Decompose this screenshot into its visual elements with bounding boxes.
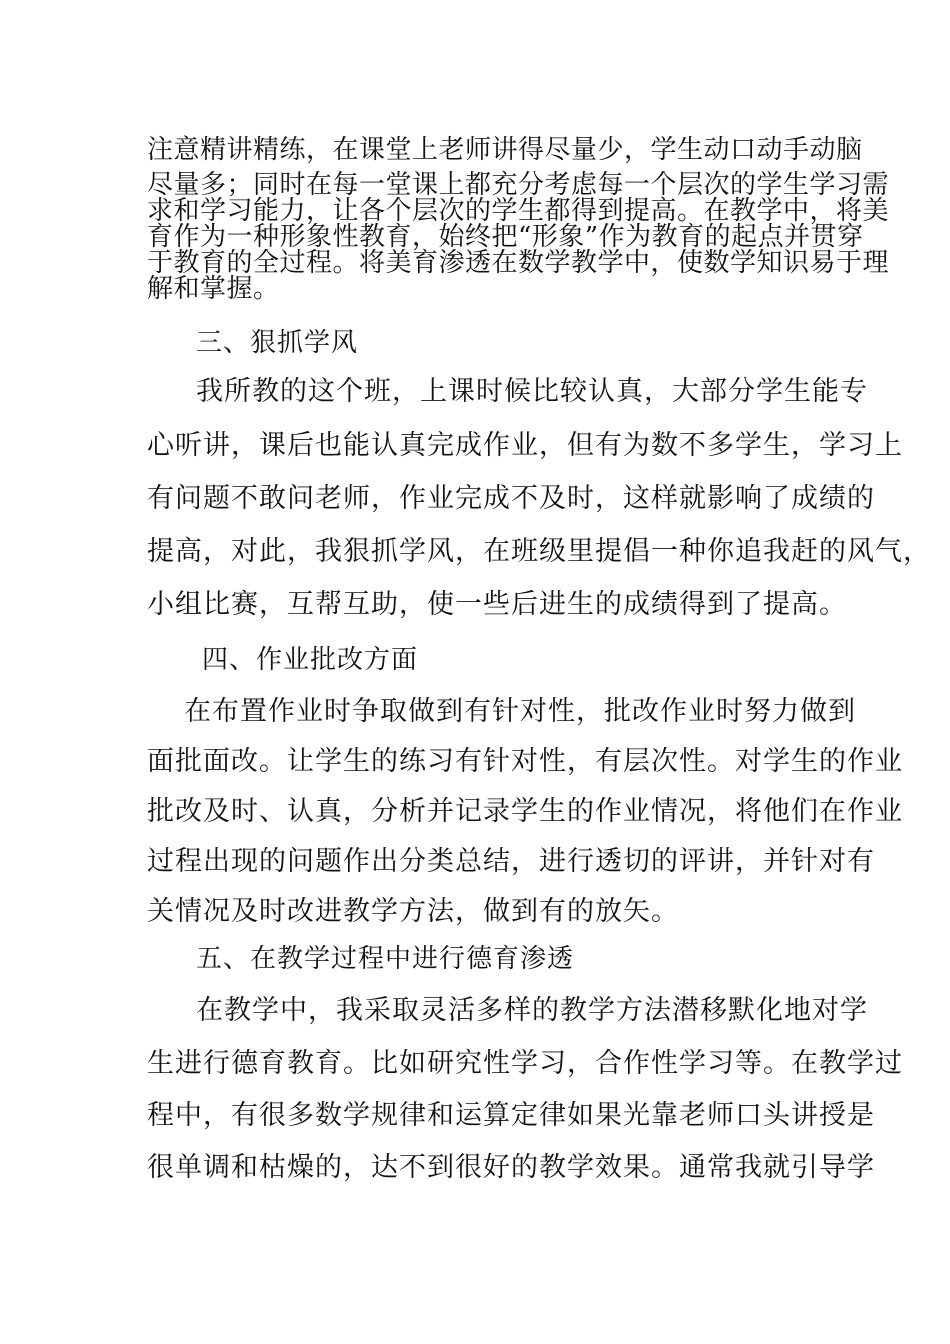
- paragraph-line: 注意精讲精练，在课堂上老师讲得尽量少，学生动口动手动脑: [147, 135, 863, 165]
- paragraph-line: 解和掌握。: [147, 274, 280, 304]
- paragraph-line: 在布置作业时争取做到有针对性，批改作业时努力做到: [184, 696, 856, 727]
- paragraph-line: 过程出现的问题作出分类总结，进行透切的评讲，并针对有: [147, 846, 875, 877]
- paragraph-line: 很单调和枯燥的，达不到很好的教学效果。通常我就引导学: [147, 1152, 875, 1183]
- section-heading: 三、狠抓学风: [196, 328, 359, 358]
- paragraph-line: 提高，对此，我狠抓学风，在班级里提倡一种你追我赶的风气，: [147, 536, 931, 567]
- paragraph-line: 于教育的全过程。将美育渗透在数学教学中，使数学知识易于理: [147, 248, 890, 278]
- paragraph-line: 育作为一种形象性教育，始终把“形象”作为教育的起点并贯穿: [147, 222, 864, 252]
- section-heading: 五、在教学过程中进行德育渗透: [196, 944, 575, 974]
- paragraph-line: 求和学习能力，让各个层次的学生都得到提高。在教学中，将美: [147, 196, 890, 226]
- paragraph-line: 程中，有很多数学规律和运算定律如果光靠老师口头讲授是: [147, 1100, 875, 1131]
- paragraph-line: 有问题不敢问老师，作业完成不及时，这样就影响了成绩的: [147, 483, 875, 514]
- paragraph-line: 在教学中，我采取灵活多样的教学方法潜移默化地对学: [196, 995, 868, 1026]
- paragraph-line: 生进行德育教育。比如研究性学习，合作性学习等。在教学过: [147, 1048, 903, 1079]
- paragraph-line: 小组比赛，互帮互助，使一些后进生的成绩得到了提高。: [147, 589, 847, 620]
- paragraph-line: 面批面改。让学生的练习有针对性，有层次性。对学生的作业: [147, 746, 903, 777]
- paragraph-line: 心听讲，课后也能认真完成作业，但有为数不多学生，学习上: [147, 430, 903, 461]
- section-heading: 四、作业批改方面: [202, 645, 419, 675]
- paragraph-line: 我所教的这个班，上课时候比较认真，大部分学生能专: [196, 376, 868, 407]
- paragraph-line: 批改及时、认真，分析并记录学生的作业情况，将他们在作业: [147, 796, 903, 827]
- paragraph-line: 关情况及时改进教学方法，做到有的放矢。: [147, 896, 679, 927]
- paragraph-line: 尽量多；同时在每一堂课上都充分考虑每一个层次的学生学习需: [147, 170, 890, 200]
